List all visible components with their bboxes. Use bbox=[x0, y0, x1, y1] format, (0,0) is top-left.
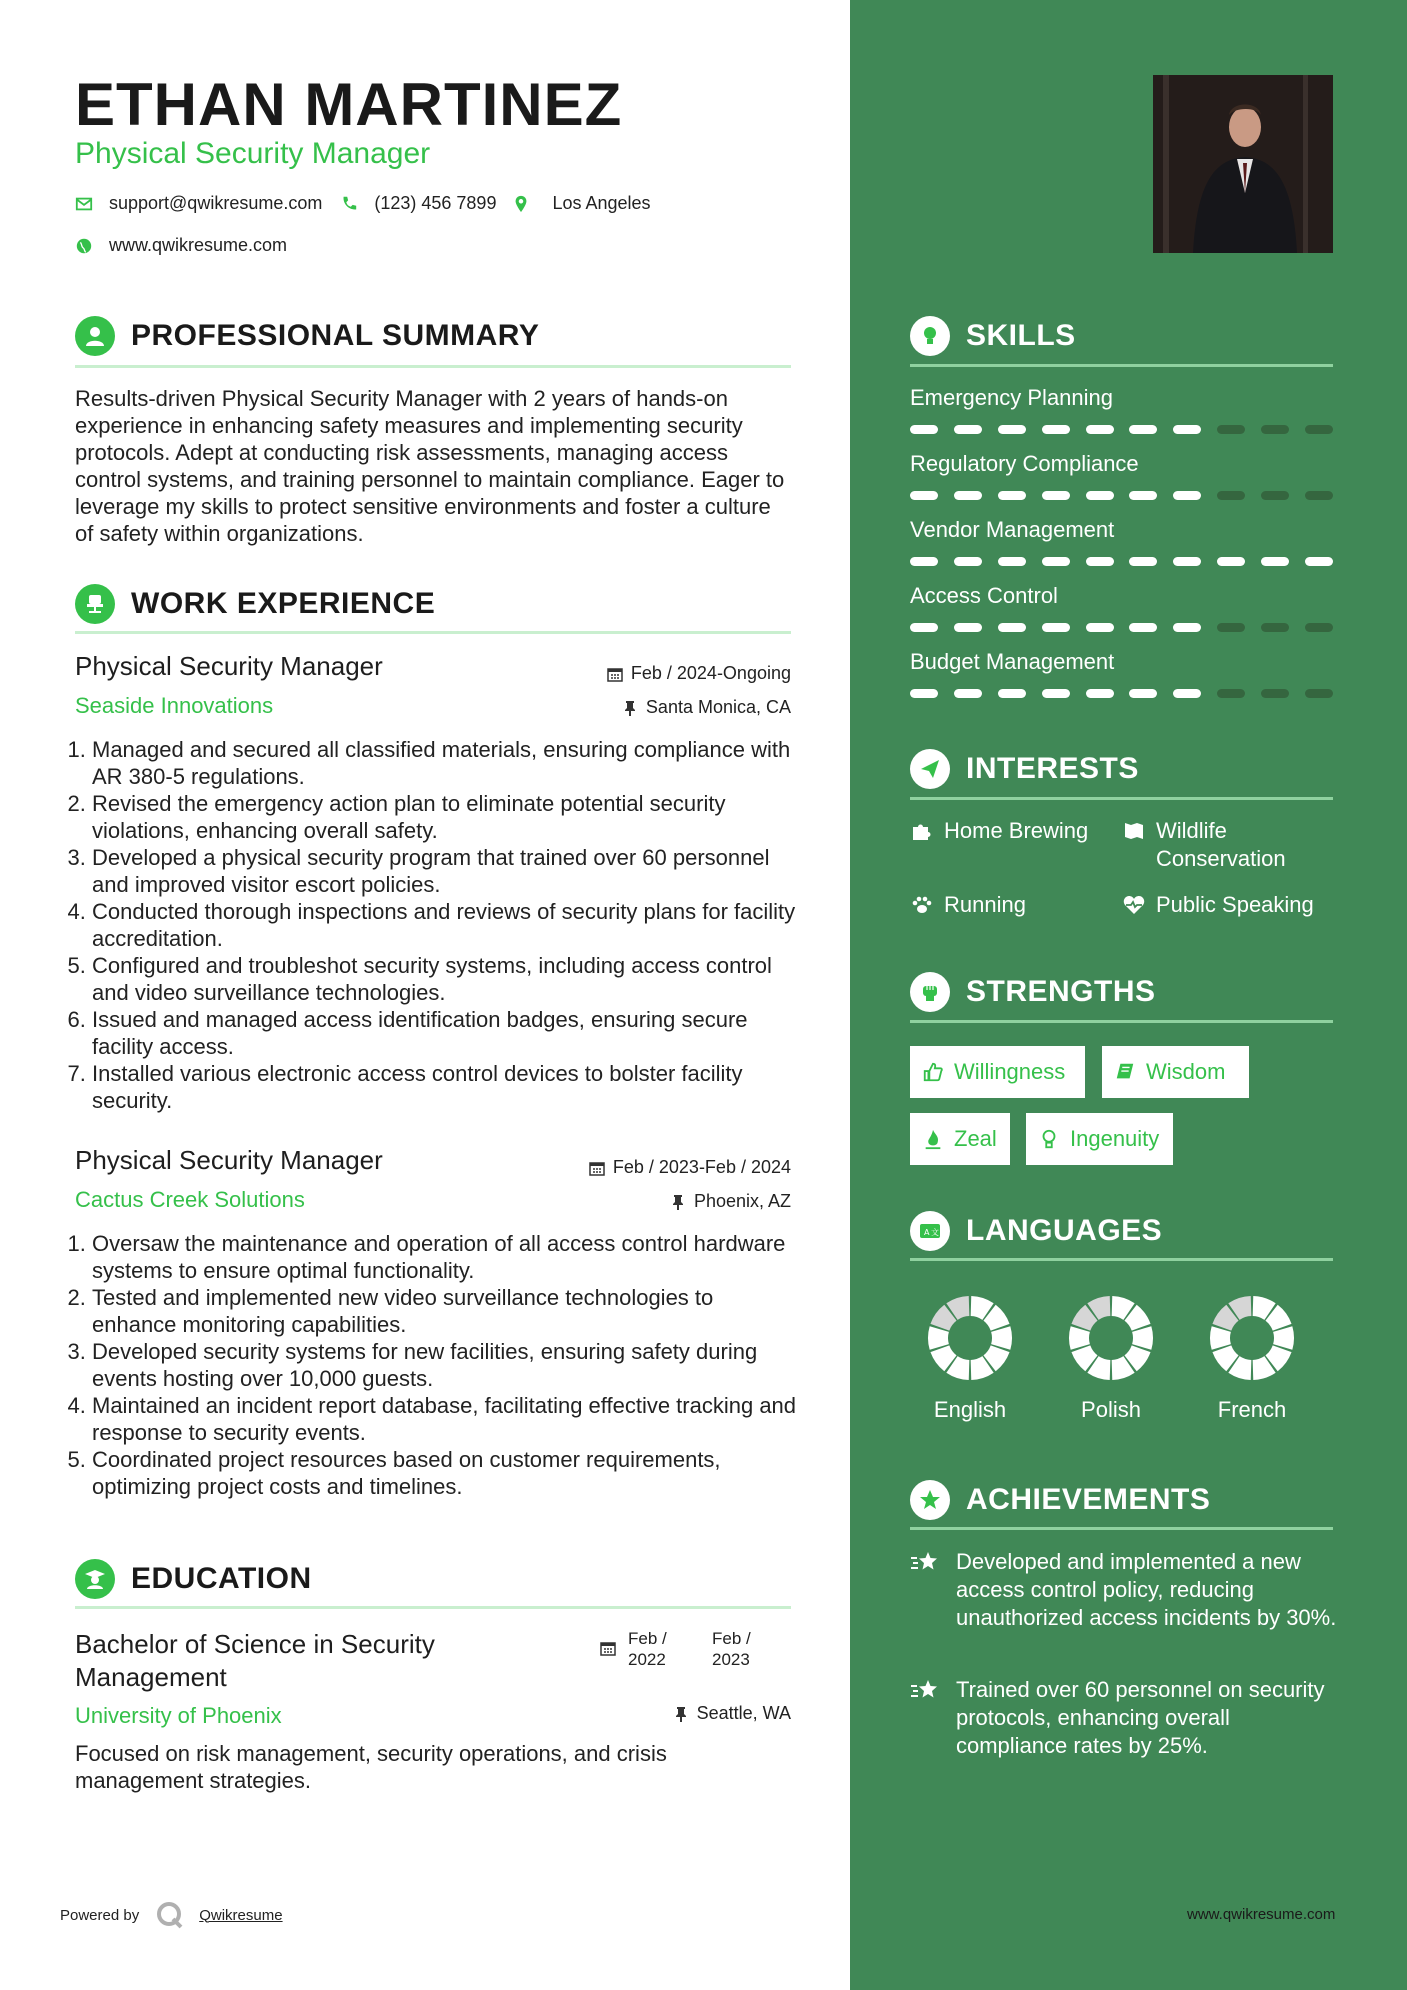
skill-bar-segment bbox=[1217, 689, 1245, 698]
school-name: University of Phoenix bbox=[75, 1703, 282, 1728]
achievement-item: Trained over 60 personnel on security protocols, enhancing overall compliance rates by 25%. bbox=[910, 1676, 1340, 1760]
achievements-heading: ACHIEVEMENTS bbox=[966, 1483, 1211, 1516]
office-chair-icon bbox=[75, 584, 115, 624]
skill-bar-segment bbox=[1217, 425, 1245, 434]
strength-badge: Zeal bbox=[910, 1113, 1010, 1165]
user-icon bbox=[75, 316, 115, 356]
language-item bbox=[915, 1295, 1025, 1423]
skill-bar-segment bbox=[1173, 689, 1201, 698]
lightbulb-icon bbox=[1038, 1128, 1060, 1150]
languages-heading: LANGUAGES bbox=[966, 1214, 1163, 1247]
list-item: 2. Revised the emergency action plan to eliminate potential security violations, enhancing overall safety. bbox=[92, 790, 797, 844]
skill-bar-segment bbox=[1261, 689, 1289, 698]
language-name: English bbox=[933, 1397, 1007, 1422]
skill-name: Vendor Management bbox=[910, 517, 1115, 542]
skill-bar-segment bbox=[1129, 557, 1157, 566]
achievements-header bbox=[910, 1480, 1210, 1520]
skill-bar-segment bbox=[998, 491, 1026, 500]
skill-bar-segment bbox=[1217, 557, 1245, 566]
skill-bar-segment bbox=[954, 557, 982, 566]
puzzle-icon bbox=[910, 819, 934, 843]
heartbeat-icon bbox=[1122, 893, 1146, 917]
skill-bar-segment bbox=[1042, 425, 1070, 434]
contact-location: Los Angeles bbox=[552, 193, 651, 213]
list-item: 3. Developed security systems for new facilities, ensuring safety during events hosting over 10,000 guests. bbox=[92, 1338, 797, 1392]
shooting-star-icon bbox=[910, 1678, 940, 1704]
pin-icon bbox=[670, 1194, 686, 1210]
skill-bar-segment bbox=[998, 689, 1026, 698]
skill-bar-segment bbox=[1305, 557, 1333, 566]
skill-level-bar bbox=[910, 557, 1333, 567]
skill-bar-segment bbox=[1129, 623, 1157, 632]
skill-bar-segment bbox=[1129, 425, 1157, 434]
skill-bar-segment bbox=[1261, 425, 1289, 434]
list-item: 1. Managed and secured all classified materials, ensuring compliance with AR 380-5 regulations. bbox=[92, 736, 797, 790]
achievement-item: Developed and implemented a new access control policy, reducing unauthorized access incidents by 30%. bbox=[910, 1548, 1340, 1632]
summary-rule bbox=[75, 365, 791, 368]
fist-icon bbox=[910, 972, 950, 1012]
job-company: Seaside Innovations bbox=[75, 693, 274, 718]
strength-badge: Wisdom bbox=[1102, 1046, 1249, 1098]
skill-level-bar bbox=[910, 689, 1333, 699]
list-item: 1. Oversaw the maintenance and operation of all access control hardware systems to ensure optimal functionality. bbox=[92, 1230, 797, 1284]
languages-rule bbox=[910, 1258, 1333, 1261]
experience-header bbox=[75, 584, 435, 624]
graduate-icon bbox=[75, 1559, 115, 1599]
job-dates: Feb / 2024-Ongoing bbox=[607, 663, 791, 684]
job-title: Physical Security Manager bbox=[75, 1145, 383, 1175]
svg-text:A: A bbox=[924, 1228, 930, 1237]
skill-bar-segment bbox=[1261, 623, 1289, 632]
language-donut bbox=[1068, 1295, 1154, 1381]
language-donut-segment bbox=[1273, 1326, 1294, 1350]
summary-heading: PROFESSIONAL SUMMARY bbox=[131, 319, 540, 352]
interest-item: Home Brewing bbox=[910, 817, 1088, 845]
list-item: 2. Tested and implemented new video surveillance technologies to enhance monitoring capabilities. bbox=[92, 1284, 797, 1338]
education-heading: EDUCATION bbox=[131, 1562, 312, 1595]
footer-brand-link[interactable]: Qwikresume bbox=[199, 1906, 283, 1924]
strengths-heading: STRENGTHS bbox=[966, 975, 1156, 1008]
skill-bar-segment bbox=[1086, 425, 1114, 434]
skill-bar-segment bbox=[1261, 491, 1289, 500]
education-description: Focused on risk management, security operations, and crisis management strategies. bbox=[75, 1741, 667, 1793]
list-item: 6. Issued and managed access identification badges, ensuring secure facility access. bbox=[92, 1006, 797, 1060]
education-date-start: Feb / 2022 bbox=[628, 1629, 667, 1669]
paper-plane-icon bbox=[910, 749, 950, 789]
language-donut bbox=[927, 1295, 1013, 1381]
list-item: 5. Configured and troubleshot security systems, including access control and video surveillance technologies. bbox=[92, 952, 797, 1006]
strengths-rule bbox=[910, 1020, 1333, 1023]
education-date-end: Feb / 2023 bbox=[712, 1629, 751, 1669]
map-marker-icon bbox=[512, 195, 530, 213]
skill-level-bar bbox=[910, 425, 1333, 435]
calendar-icon bbox=[607, 666, 623, 682]
education-rule bbox=[75, 1606, 791, 1609]
interests-rule bbox=[910, 797, 1333, 800]
skill-name: Regulatory Compliance bbox=[910, 451, 1139, 476]
skill-bar-segment bbox=[1042, 623, 1070, 632]
skill-bar-segment bbox=[1086, 557, 1114, 566]
footer-website[interactable]: www.qwikresume.com bbox=[1187, 1906, 1336, 1923]
contact-row bbox=[75, 193, 651, 214]
language-item bbox=[1197, 1295, 1307, 1423]
skill-bar-segment bbox=[954, 689, 982, 698]
interests-heading: INTERESTS bbox=[966, 752, 1139, 785]
language-item bbox=[1056, 1295, 1166, 1423]
pin-icon bbox=[622, 700, 638, 716]
interest-item: Running bbox=[910, 891, 1026, 919]
skill-bar-segment bbox=[998, 425, 1026, 434]
job-dates: Feb / 2023-Feb / 2024 bbox=[589, 1157, 791, 1178]
globe-icon bbox=[75, 237, 93, 255]
skill-name: Emergency Planning bbox=[910, 385, 1114, 410]
skill-bar-segment bbox=[1086, 491, 1114, 500]
skill-bar-segment bbox=[1042, 491, 1070, 500]
language-donut-segment bbox=[991, 1326, 1012, 1350]
skill-name: Access Control bbox=[910, 583, 1058, 608]
list-item: 3. Developed a physical security program that trained over 60 personnel and improved visitor escort policies. bbox=[92, 844, 797, 898]
skill-bar-segment bbox=[954, 623, 982, 632]
qwikresume-logo-icon bbox=[155, 1900, 185, 1930]
skills-heading: SKILLS bbox=[966, 319, 1076, 352]
skill-level-bar bbox=[910, 491, 1333, 501]
list-item: 5. Coordinated project resources based on customer requirements, optimizing project costs and timelines. bbox=[92, 1446, 797, 1500]
footer-powered-by: Powered by Qwikresume bbox=[60, 1900, 283, 1930]
calendar-icon bbox=[600, 1640, 616, 1656]
skills-header bbox=[910, 316, 1076, 356]
skill-bar-segment bbox=[910, 491, 938, 500]
skill-bar-segment bbox=[998, 557, 1026, 566]
languages-header bbox=[910, 1211, 1162, 1251]
contact-email[interactable]: support@qwikresume.com bbox=[109, 193, 323, 213]
contact-website[interactable]: www.qwikresume.com bbox=[109, 235, 288, 255]
contact-phone[interactable]: (123) 456 7899 bbox=[374, 193, 497, 213]
job-location: Santa Monica, CA bbox=[622, 697, 791, 718]
envelope-icon bbox=[75, 195, 93, 213]
strength-badge: Ingenuity bbox=[1026, 1113, 1173, 1165]
lightbulb-icon bbox=[910, 316, 950, 356]
job-duties bbox=[92, 736, 797, 1114]
list-item: 4. Maintained an incident report database, facilitating effective tracking and response to security events. bbox=[92, 1392, 797, 1446]
job-location: Phoenix, AZ bbox=[670, 1191, 791, 1212]
skill-bar-segment bbox=[1173, 425, 1201, 434]
skill-bar-segment bbox=[910, 425, 938, 434]
skill-level-bar bbox=[910, 623, 1333, 633]
interests-header bbox=[910, 749, 1139, 789]
summary-header bbox=[75, 316, 539, 356]
website-row bbox=[75, 235, 287, 256]
skill-bar-segment bbox=[1217, 491, 1245, 500]
profile-photo bbox=[1153, 75, 1333, 253]
experience-rule bbox=[75, 631, 791, 634]
svg-text:文: 文 bbox=[931, 1228, 939, 1237]
skill-bar-segment bbox=[910, 689, 938, 698]
language-donut-segment bbox=[1210, 1326, 1231, 1350]
skill-bar-segment bbox=[910, 623, 938, 632]
book-icon bbox=[1114, 1061, 1136, 1083]
skill-bar-segment bbox=[1129, 491, 1157, 500]
skill-bar-segment bbox=[910, 557, 938, 566]
skill-bar-segment bbox=[1305, 689, 1333, 698]
list-item: 4. Conducted thorough inspections and reviews of security plans for facility accreditation. bbox=[92, 898, 797, 952]
language-name: French bbox=[1217, 1397, 1287, 1422]
experience-heading: WORK EXPERIENCE bbox=[131, 587, 436, 620]
candidate-name: ETHAN MARTINEZ bbox=[75, 71, 623, 138]
phone-icon bbox=[340, 195, 358, 213]
skill-bar-segment bbox=[1042, 557, 1070, 566]
skill-bar-segment bbox=[1173, 491, 1201, 500]
translate-icon bbox=[910, 1211, 950, 1251]
degree-title: Bachelor of Science in Security Management bbox=[75, 1629, 435, 1692]
skill-bar-segment bbox=[1042, 689, 1070, 698]
language-donut bbox=[1209, 1295, 1295, 1381]
skill-bar-segment bbox=[954, 491, 982, 500]
thumbs-up-icon bbox=[922, 1061, 944, 1083]
candidate-title: Physical Security Manager bbox=[75, 137, 431, 170]
skills-rule bbox=[910, 364, 1333, 367]
skill-bar-segment bbox=[1305, 491, 1333, 500]
summary-text: Results-driven Physical Security Manager with 2 years of hands-on experience in enhancing safety measures and implementing security protocols. Adept at conducting risk assessments, managing access control systems, and training personnel to maintain compliance. Eager to leverage my skills to protect sensitive environments and foster a culture of safety within organizations. bbox=[75, 386, 785, 546]
list-item: 7. Installed various electronic access control devices to bolster facility security. bbox=[92, 1060, 797, 1114]
skill-bar-segment bbox=[1086, 623, 1114, 632]
map-icon bbox=[1122, 819, 1146, 843]
star-icon bbox=[910, 1480, 950, 1520]
language-donut-segment bbox=[1132, 1326, 1153, 1350]
pin-icon bbox=[673, 1706, 689, 1722]
skill-bar-segment bbox=[1305, 425, 1333, 434]
language-name: Polish bbox=[1081, 1397, 1141, 1422]
shooting-star-icon bbox=[910, 1550, 940, 1576]
education-header bbox=[75, 1559, 312, 1599]
language-donut-segment bbox=[928, 1326, 949, 1350]
skill-bar-segment bbox=[1217, 623, 1245, 632]
paw-icon bbox=[910, 893, 934, 917]
skill-bar-segment bbox=[1129, 689, 1157, 698]
skill-name: Budget Management bbox=[910, 649, 1115, 674]
fire-icon bbox=[922, 1128, 944, 1150]
language-donut-segment bbox=[1069, 1326, 1090, 1350]
strength-badge: Willingness bbox=[910, 1046, 1085, 1098]
skill-bar-segment bbox=[1261, 557, 1289, 566]
achievements-rule bbox=[910, 1527, 1333, 1530]
calendar-icon bbox=[589, 1160, 605, 1176]
education-location: Seattle, WA bbox=[673, 1703, 791, 1724]
skill-bar-segment bbox=[998, 623, 1026, 632]
strengths-header bbox=[910, 972, 1156, 1012]
skill-bar-segment bbox=[1086, 689, 1114, 698]
interest-item: Wildlife Conservation bbox=[1122, 817, 1322, 873]
skill-bar-segment bbox=[954, 425, 982, 434]
job-duties bbox=[92, 1230, 797, 1500]
skill-bar-segment bbox=[1173, 623, 1201, 632]
education-dates bbox=[600, 1628, 766, 1670]
job-company: Cactus Creek Solutions bbox=[75, 1187, 305, 1212]
job-title: Physical Security Manager bbox=[75, 651, 383, 681]
skill-bar-segment bbox=[1173, 557, 1201, 566]
skill-bar-segment bbox=[1305, 623, 1333, 632]
interest-item: Public Speaking bbox=[1122, 891, 1314, 919]
